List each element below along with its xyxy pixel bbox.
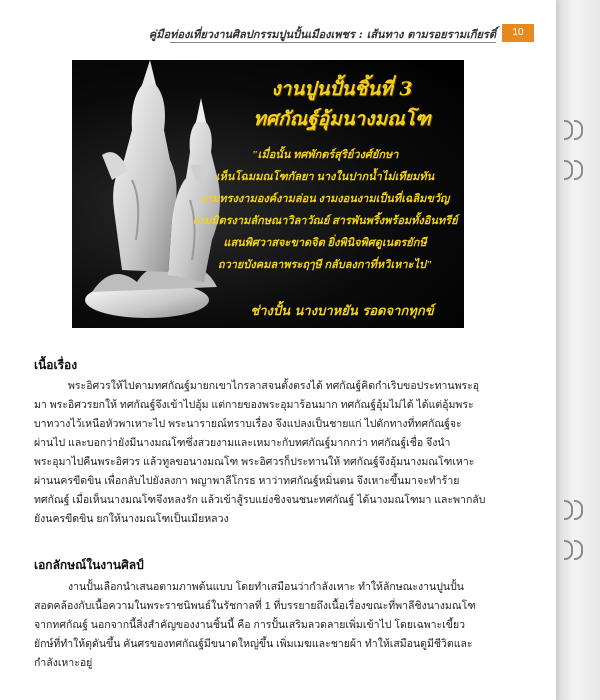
story-paragraph: [34, 377, 520, 529]
binding-ring: [564, 500, 573, 520]
header-rule: [170, 42, 496, 43]
sculptor-credit: ช่างปั้น นางบาหยัน รอดจากทุกข์: [250, 304, 434, 319]
page-number-badge: 10: [502, 24, 534, 42]
crown-spire: [142, 60, 156, 85]
verse-line: ถวายบังคมลาพระฤๅษี กลับลงกาที่หวิเหาะไป": [217, 259, 433, 271]
paragraph-line: พระอิศวรให้ไปตามทศกัณฐ์มายกเขาไกรลาสจนตั้งตรงได้ ทศกัณฐ์คิดกำเริบขอประทานพระอุ: [68, 380, 480, 392]
section-heading-art-identity: เอกลักษณ์ในงานศิลป์: [34, 558, 144, 572]
verse-line: งามมิตรงามลักษณาวิลาวัณย์ สารพันพริ้งพร้อมทั้งอินทรีย์: [192, 215, 458, 227]
paragraph-line: พระอุมาไปคืนพระอิศวร แล้วทูลขอนางมณโฑ พระอิศวรก็ประทานให้ ทศกัณฐ์จึงอุ้มนางมณโฑเหาะ: [34, 456, 475, 468]
lady-crown: [196, 98, 206, 122]
paragraph-line: กำลังเหาะอยู่: [34, 657, 93, 669]
poster-title: งานปูนปั้นชิ้นที่ 3: [271, 78, 413, 100]
binding-ring: [574, 160, 583, 180]
header-title: คู่มือท่องเที่ยวงานศิลปกรรมปูนปั้นเมืองเพชร : เส้นทาง ตามรอยรามเกียรติ์: [148, 28, 496, 41]
page-header: [0, 22, 556, 44]
binding-ring: [574, 120, 583, 140]
binding-ring: [564, 120, 573, 140]
paragraph-line: ทศกัณฐ์ เมื่อเห็นนางมณโฑจึงหลงรัก แล้วเข้าสู้รบแย่งชิงจนชนะทศกัณฐ์ ได้นางมณโฑมา และพากลับ: [34, 494, 486, 506]
paragraph-line: ผ่านไป และบอกว่ายังมีนางมณโฑซึ่งสวยงามและเหมาะกับทศกัณฐ์มากกว่า ทศกัณฐ์เชื่อ จึงนำ: [34, 437, 451, 449]
sculpture-poster-image: [72, 60, 464, 328]
binding-spine: [556, 0, 600, 700]
verse-line: เห็นโฉมมณโฑกัลยา นางในปากน้ำไม่เทียมทัน: [215, 171, 435, 183]
verse-line: "เมื่อนั้น ทศพักตร์สุริย์วงศ์ยักษา: [251, 149, 399, 161]
paragraph-line: ผ่านนครขีดขิน เพื่อกลับไปยังลงกา พญาพาลีโกรธ หาว่าทศกัณฐ์หมิ่นตน จึงเหาะขึ้นมาจะทำร้าย: [34, 475, 460, 487]
verse-line: แสนพิศวาสจะขาดจิต ยิ่งพินิจพิศดูเนตรยักษี: [223, 237, 427, 249]
paragraph-line: งานปั้นเลือกนำเสนอตามภาพต้นแบบ โดยทำเสมือนว่ากำลังเหาะ ทำให้ลักษณะงานปูนปั้น: [68, 581, 464, 593]
poster-subtitle: ทศกัณฐ์อุ้มนางมณโฑ: [253, 108, 431, 130]
paragraph-line: มา พระอิศวรยกให้ ทศกัณฐ์จึงเข้าไปอุ้ม แต่กายของพระอุมาร้อนมาก ทศกัณฐ์อุ้มไม่ได้ ได้แต่อุ้มพระ: [34, 399, 474, 411]
paragraph-line: ยักษ์ที่ทำให้ดุดันขึ้น คันศรของทศกัณฐ์มีขนาดใหญ่ขึ้น เพิ่มเมฆและชายผ้า ทำให้เสมือนดูมีชีวิตและ: [34, 638, 473, 650]
paragraph-line: ยังนครขีดขิน ยกให้นางมณโฑเป็นเมียหลวง: [34, 513, 229, 525]
binding-ring: [574, 500, 583, 520]
section-heading-story: เนื้อเรื่อง: [34, 358, 78, 372]
paragraph-line: จากทศกัณฐ์ นอกจากนี้สิ่งสำคัญของงานชิ้นนี้ คือ การปั้นเสริมลวดลายเพิ่มเข้าไป โดยเฉพาะเขี้ยว: [34, 619, 466, 631]
paragraph-line: สอดคล้องกับเนื้อความในพระราชนิพนธ์ในรัชกาลที่ 1 ที่บรรยายถึงเนื้อเรื่องขณะที่พาลีชิงนางมณโฑ: [34, 600, 476, 612]
verse-line: งามทรงงามองค์งามล่อน งามงอนงามเป็นที่เฉลิมขวัญ: [200, 193, 450, 205]
art-identity-paragraph: [34, 578, 520, 673]
binding-ring: [564, 160, 573, 180]
binding-ring: [574, 540, 583, 560]
paragraph-line: บาทวางไว้เหนือหัวพาเหาะไป พระนารายณ์ทราบเรื่อง จึงแปลงเป็นชายแก่ ไปดักทางที่ทศกัณฐ์จะ: [34, 418, 462, 430]
binding-ring: [564, 540, 573, 560]
